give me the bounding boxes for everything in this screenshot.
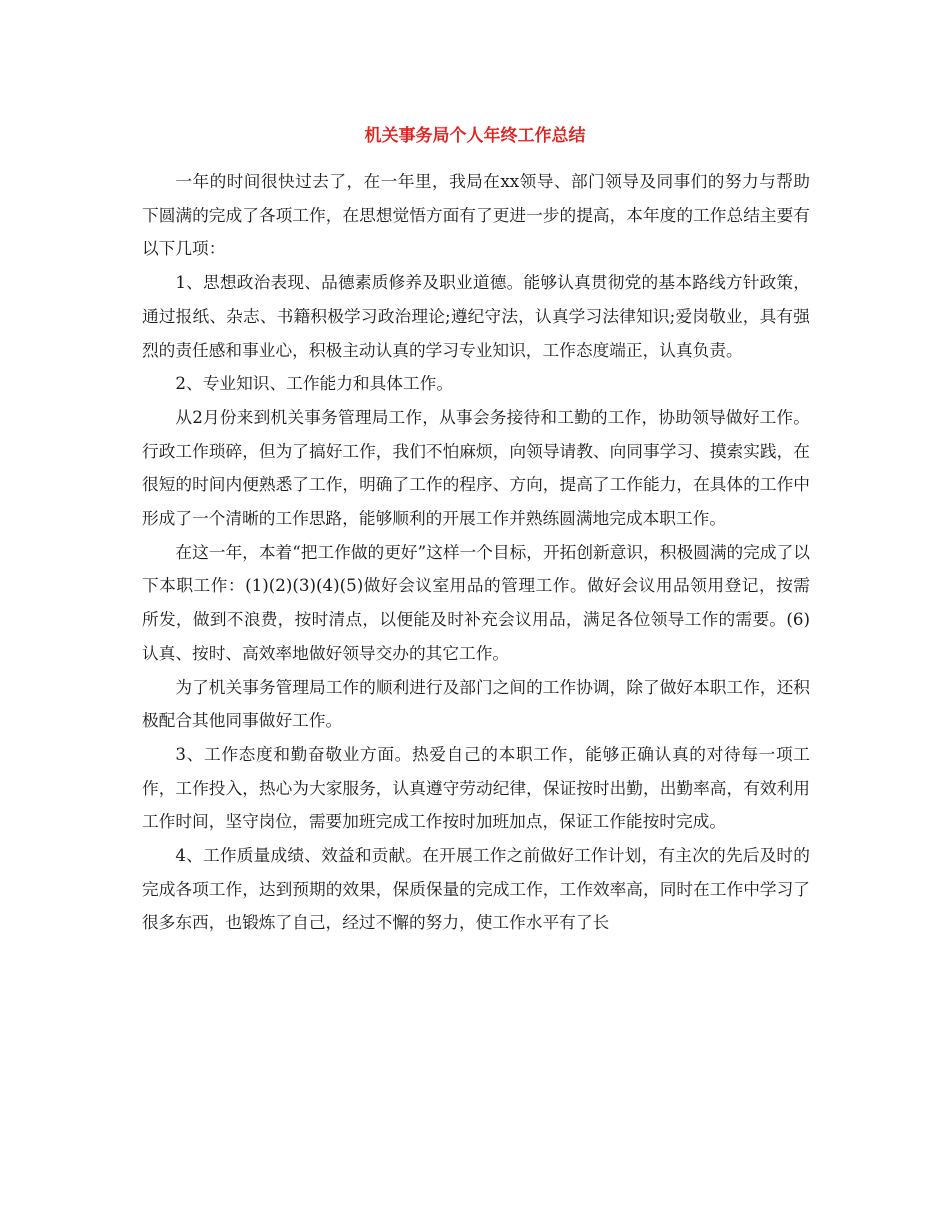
paragraph-work-experience: 从2月份来到机关事务管理局工作，从事会务接待和工勤的工作，协助领导做好工作。行政工作琐碎，但为了搞好工作，我们不怕麻烦，向领导请教、向同事学习、摸索实践，在很短的时间内便熟悉了工作，明确了工作的程序、方向，提高了工作能力，在具体的工作中形成了一个清晰的工作思路，能够顺利的开展工作并熟练圆满地完成本职工作。 (142, 406, 810, 529)
paragraph-attitude: 3、工作态度和勤奋敬业方面。热爱自己的本职工作，能够正确认真的对待每一项工作，工作投入，热心为大家服务，认真遵守劳动纪律，保证按时出勤，出勤率高，有效利用工作时间，坚守岗位，需要加班完成工作按时加班加点，保证工作能按时完成。 (142, 743, 810, 832)
paragraph-quality: 4、工作质量成绩、效益和贡献。在开展工作之前做好工作计划，有主次的先后及时的完成各项工作，达到预期的效果，保质保量的完成工作，工作效率高，同时在工作中学习了很多东西，也锻炼了自己，经过不懈的努力，使工作水平有了长 (142, 845, 810, 933)
paragraph-duties: 在这一年，本着“把工作做的更好”这样一个目标，开拓创新意识，积极圆满的完成了以下本职工作：(1)(2)(3)(4)(5)做好会议室用品的管理工作。做好会议用品领用登记，按需所发，做到不浪费，按时清点，以便能及时补充会议用品，满足各位领导工作的需要。(6)认真、按时、高效率地做好领导交办的其它工作。 (142, 541, 810, 663)
paragraph-intro: 一年的时间很快过去了，在一年里，我局在xx领导、部门领导及同事们的努力与帮助下圆满的完成了各项工作，在思想觉悟方面有了更进一步的提高，本年度的工作总结主要有以下几项： (142, 171, 810, 259)
document-body (142, 165, 810, 940)
paragraph-cooperation: 为了机关事务管理局工作的顺利进行及部门之间的工作协调，除了做好本职工作，还积极配合其他同事做好工作。 (142, 676, 810, 731)
paragraph-political: 1、思想政治表现、品德素质修养及职业道德。能够认真贯彻党的基本路线方针政策，通过报纸、杂志、书籍积极学习政治理论;遵纪守法，认真学习法律知识;爱岗敬业，具有强烈的责任感和事业心，积极主动认真的学习专业知识，工作态度端正，认真负责。 (142, 272, 810, 360)
document-title: 机关事务局个人年终工作总结 (364, 126, 586, 146)
paragraph-heading-professional: 2、专业知识、工作能力和具体工作。 (175, 373, 454, 394)
